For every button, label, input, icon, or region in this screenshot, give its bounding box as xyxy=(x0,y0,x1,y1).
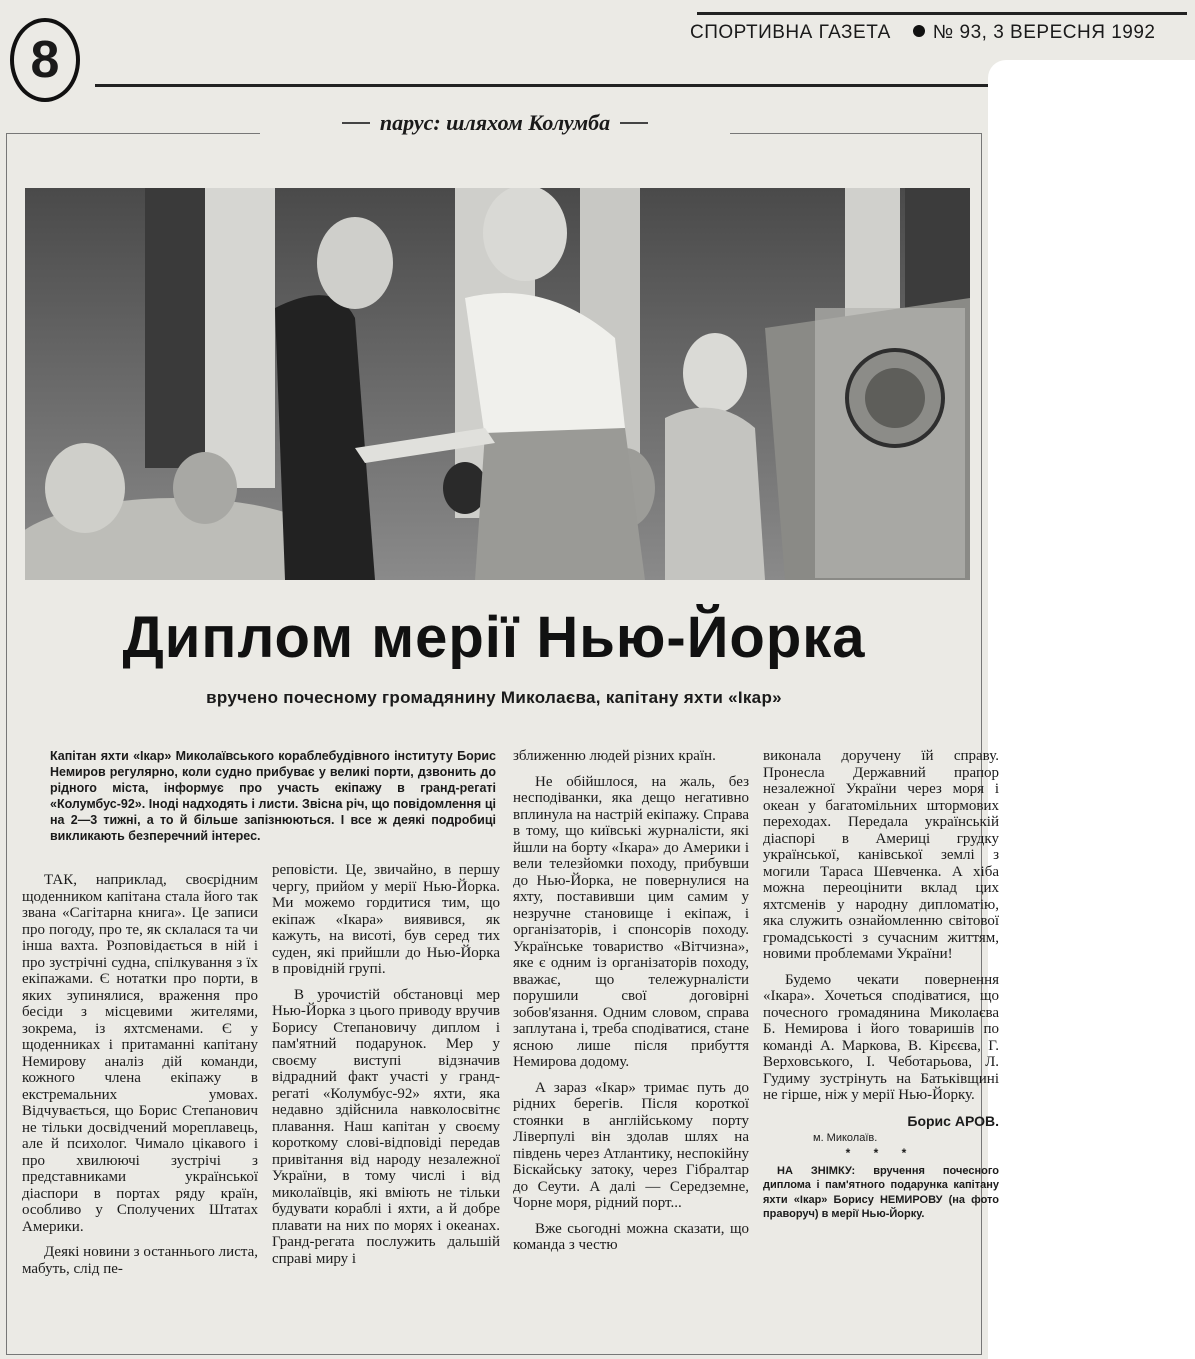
separator-stars: * * * xyxy=(845,1145,917,1160)
masthead-line xyxy=(690,22,1195,44)
header-rule-top xyxy=(697,12,1187,15)
author-place: м. Миколаїв. xyxy=(813,1131,878,1144)
paragraph: А зараз «Ікар» тримає путь до рідних берегів. Після короткої стоянки в англійському порту Ліверпулі він здолав шлях на південь через Атлантику, неспокійну Біскайську затоку, через Гібралтар до Сеути. А далі — Середземне, Чорне моря, рідний порт... xyxy=(513,1079,749,1211)
page-number: 8 xyxy=(10,18,80,102)
rubric-text: парус: шляхом Колумба xyxy=(379,110,611,135)
header-rule xyxy=(95,84,988,87)
bullet-icon xyxy=(913,25,925,37)
text-column-2 xyxy=(272,862,500,1276)
paragraph: Деякі новини з останнього листа, мабуть, слід пе- xyxy=(22,1244,258,1277)
paragraph: Будемо чекати повернення «Ікара». Хочеться сподіватися, що почесного громадянина Миколаєва Б. Немирова і його товаришів по команді А. Маркова, В. Кірєєва, Г. Верховського, І. Чеботарьова, Л. Гудиму зустрінуть на Батьківщині не гірше, ніж у мерії Нью-Йорку. xyxy=(763,971,999,1103)
blank-area xyxy=(988,60,1195,1359)
paragraph: ТАК, наприклад, своєрідним щоденником капітана стала його так звана «Сагітарна книга». Це записи про погоду, про те, як склалася та чи інша вахта. Розповідається в ній і про зустрічні судна, спілкування з їх екіпажами. Є нотатки про порти, в яких зупинялися, враження про бесіди з місцевими жителями, зокрема, із яхтсменами. Є у щоденниках і притаманні капітану Немирову аналіз дій команди, кожного члена екіпажу в екстремальних умовах. Відчувається, що Борис Степанович не тільки досвідчений мореплавець, але й психолог. Чимало цікавого і про хвилюючі зустрічі з представниками української діаспори в портах ряду країн, особливо у Сполучених Штатах Америки. xyxy=(22,872,258,1235)
text-column-4 xyxy=(763,748,999,1222)
text-column-3 xyxy=(513,748,749,1263)
rubric xyxy=(260,110,730,140)
headline: Диплом мерії Нью-Йорка xyxy=(122,605,866,670)
photo-illustration xyxy=(25,188,970,580)
subheadline: вручено почесному громадянину Миколаєва, капітану яхти «Ікар» xyxy=(206,688,782,707)
paragraph: В урочистій обстановці мер Нью-Йорка з цього приводу вручив Борису Степановичу диплом і пам'ятний подарунок. Мер у своєму виступі відзначив відрадний факт участі у гранд-регаті «Колумбус-92» яхти, яка недавно здійснила навколосвітнє плавання. Наш капітан у своєму короткому слові-відповіді передав привітання від народу незалежної України, в тому числі і від миколаївців, які вміють не тільки будувати кораблі і яхти, а й добре плавати на них по морях і океанах. Гранд-регата послужить дальшій справі миру і xyxy=(272,986,500,1267)
issue-info: № 93, 3 ВЕРЕСНЯ 1992 xyxy=(932,22,1156,43)
lead-text: Капітан яхти «Ікар» Миколаївського кораблебудівного інституту Борис Немиров регулярно, коли судно прибуває у великі порти, дзвонить до рідного міста, інформує про участь екіпажу в гранд-регаті «Колумбус-92». Іноді надходять і листи. Звісна річ, що повідомлення ці на 2—3 тижні, а то й більше запізнюються. І все ж деякі подробиці викликають безперечний інтерес. xyxy=(50,749,496,843)
paragraph: виконала доручену їй справу. Пронесла Державний прапор незалежної України через моря і океан у багатомільних штормових переходах. Передала українській діаспорі в Америці грудку української, канівської землі з могили Тараса Шевченка. А хіба можна переоцінити вклад цих яхтсменів у народну дипломатію, яка служить ознайомленню світової громадськості з сучасним життям, новими проблемами України! xyxy=(763,748,999,962)
paragraph: зближенню людей різних країн. xyxy=(513,748,716,764)
paragraph: Вже сьогодні можна сказати, що команда з честю xyxy=(513,1220,749,1253)
paragraph: Не обійшлося, на жаль, без несподіванки, яка дещо негативно вплинула на настрій екіпажу. Справа в тому, що київські журналісти, які йшли на борту «Ікара» до Америки і вели телезйомки походу, прибувши до Нью-Йорка, не повернулися на яхту, поставивши цим самим у незручне становище і екіпаж, і організаторів, і спонсорів походу. Українське товариство «Вітчизна», яке є одним із організаторів походу, вважає, що тележурналісти порушили свої договірні зобов'язання. Одним словом, справа заплутана і, треба сподіватися, стане ясною лише після прибуття Немирова додому. xyxy=(513,773,749,1070)
paragraph: реповісти. Це, звичайно, в першу чергу, прийом у мерії Нью-Йорка. Ми можемо гордитися тим, що екіпаж «Ікара» виявився, як кажуть, на висоті, був серед тих суден, які прийшли до Нью-Йорка в провідній групі. xyxy=(272,862,500,977)
author-signature: Борис АРОВ. xyxy=(907,1112,999,1129)
newspaper-name: СПОРТИВНА ГАЗЕТА xyxy=(690,22,891,43)
dash-icon xyxy=(342,122,370,124)
dash-icon xyxy=(620,122,648,124)
photo-caption: НА ЗНІМКУ: вручення почесного диплома і пам'ятного подарунка капітану яхти «Ікар» Борису НЕМИРОВУ (на фото праворуч) в мерії Нью-Йорку. xyxy=(763,1164,999,1220)
text-column-1 xyxy=(22,872,258,1286)
lead-paragraph xyxy=(50,748,496,844)
article-photo xyxy=(25,188,970,580)
